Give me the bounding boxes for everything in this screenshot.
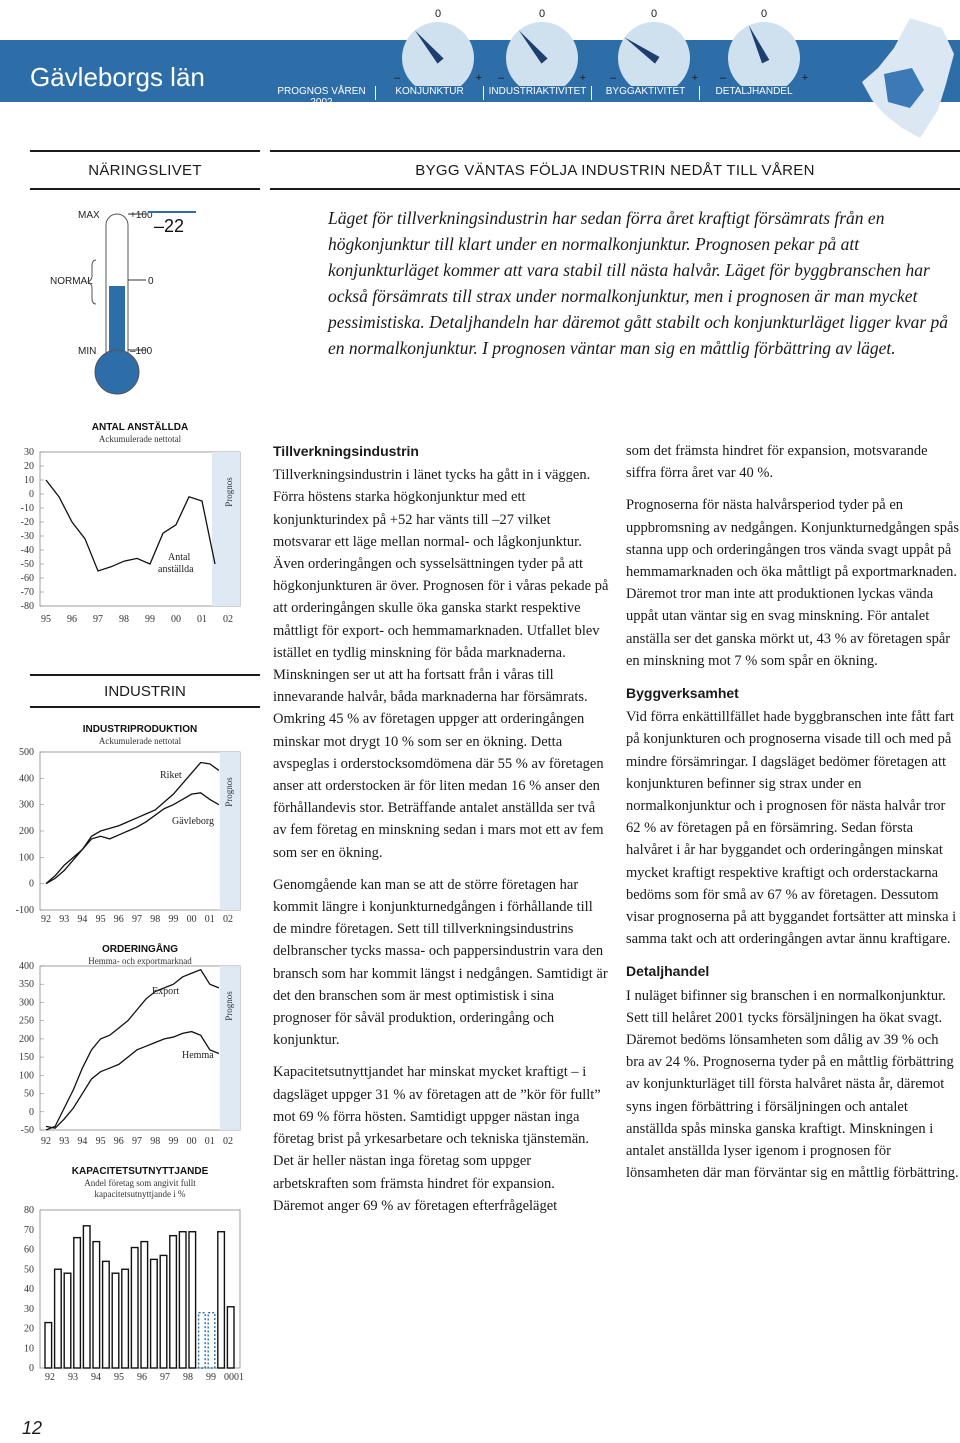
- prognosis-label: Prognos: [224, 477, 234, 507]
- y-tick-label: -70: [20, 587, 34, 598]
- x-tick-label: 02: [223, 614, 233, 625]
- gauge-2: [492, 0, 592, 86]
- x-tick-label: 93: [59, 914, 70, 925]
- x-tick-label: 97: [132, 914, 142, 925]
- sweden-map-icon: [850, 14, 960, 144]
- y-tick-label: -100: [15, 905, 34, 916]
- headline: BYGG VÄNTAS FÖLJA INDUSTRIN NEDÅT TILL VÅREN: [270, 150, 960, 190]
- x-tick-label: 93: [59, 1136, 70, 1147]
- series-line-hemma: [46, 1032, 219, 1129]
- capacity-bar: [74, 1238, 81, 1368]
- x-tick-label: 97: [160, 1372, 170, 1383]
- gauge-1: [388, 0, 488, 86]
- series-label: Gävleborg: [172, 816, 215, 827]
- paragraph: I nuläget bifinner sig branschen i en normalkonjunktur. Sett till helåret 2001 tycks försäljningen ha ökat svagt. Däremot bedöms lönsamheten som dålig av 39 % och bra av 24 %. Prognoserna tyder på en måttlig förbättring av konjunkturläget till första halvåret nästa år, däremot syns ingen förbättring i försäljningen och antalet anställda spås minska ganska kraftigt. Minskningen i antalet anställda lyser igenom i prognosen för lönsamheten där man förväntar sig en måttlig förbättring.: [626, 987, 959, 1182]
- prognosis-band: [212, 452, 240, 606]
- capacity-bar: [208, 1313, 215, 1368]
- y-tick-label: 30: [24, 1303, 34, 1315]
- konjunktur-thermometer: [30, 196, 260, 401]
- series-label: Export: [152, 986, 180, 997]
- chart-subtitle: Hemma- och exportmarknad: [88, 956, 192, 966]
- gauge-plus-label: +: [801, 72, 808, 84]
- thermometer-normal: NORMAL: [50, 276, 93, 287]
- y-tick-label: 300: [19, 799, 34, 811]
- heading-detaljhandel: Detaljhandel: [626, 963, 710, 980]
- series-label: Antal: [168, 552, 191, 563]
- gauge-3: [604, 0, 704, 86]
- capacity-bar: [189, 1232, 196, 1368]
- y-tick-label: 200: [19, 1033, 34, 1045]
- y-tick-label: -10: [20, 503, 34, 514]
- y-tick-label: 200: [19, 826, 34, 837]
- series-label: anställda: [158, 564, 194, 575]
- text-column-1: [273, 440, 609, 1227]
- heading-byggverksamhet: Byggverksamhet: [626, 685, 739, 702]
- x-tick-label: 98: [183, 1372, 193, 1383]
- capacity-bar: [55, 1269, 62, 1368]
- chart-title: ANTAL ANSTÄLLDA: [91, 422, 189, 433]
- capacity-bar: [103, 1261, 110, 1368]
- y-tick-label: 20: [24, 1323, 34, 1335]
- chart-title: KAPACITETSUTNYTTJANDE: [71, 1166, 209, 1177]
- thermometer-mid: 0: [148, 276, 154, 287]
- paragraph: Kapacitetsutnyttjandet har minskat mycket kraftigt – i dagsläget uppger 31 % av företagen att de ”kör för fullt” mot 69 % förra hösten. Samtidigt uppger nästan inga företag brist på yrkesarbetare och tekniska tjänstemän. Det är heller nästan inga företag som uppger arbetskraften som främsta hindret för expansion. Däremot anger 69 % av företagen efterfrågeläget: [273, 1064, 601, 1214]
- capacity-bar: [83, 1226, 90, 1368]
- prognosis-band: [220, 752, 240, 910]
- y-tick-label: 70: [24, 1224, 34, 1236]
- region-title: Gävleborgs län: [30, 62, 205, 92]
- y-tick-label: 400: [19, 961, 34, 972]
- x-tick-label: 92: [41, 1136, 51, 1147]
- x-tick-label: 97: [93, 614, 103, 625]
- capacity-bar: [227, 1307, 234, 1368]
- x-tick-label: 00: [186, 1136, 197, 1147]
- x-tick-label: 95: [114, 1372, 124, 1383]
- gauge-zero-label: 0: [538, 8, 546, 20]
- gauge-minus-label: –: [610, 72, 617, 84]
- x-tick-label: 96: [113, 1136, 124, 1147]
- y-tick-label: 0: [29, 878, 34, 890]
- x-tick-label: 99: [206, 1372, 216, 1383]
- nav-byggaktivitet[interactable]: BYGGAKTIVITET: [592, 86, 700, 100]
- industrin-heading: INDUSTRIN: [30, 674, 260, 708]
- y-tick-label: -50: [20, 1125, 34, 1136]
- naringslivet-heading: NÄRINGSLIVET: [30, 150, 260, 190]
- thermometer-min: MIN: [78, 346, 97, 357]
- capacity-bar: [218, 1232, 225, 1368]
- x-tick-label: 96: [137, 1372, 147, 1383]
- y-tick-label: 10: [24, 1343, 34, 1355]
- y-tick-label: -20: [20, 517, 34, 528]
- capacity-bar: [93, 1242, 100, 1368]
- x-tick-label: 94: [91, 1372, 101, 1383]
- y-tick-label: -60: [20, 573, 34, 584]
- y-tick-label: 100: [19, 852, 34, 864]
- nav-prognos: PROGNOS VÅREN 2002: [268, 86, 376, 100]
- paragraph: Tillverkningsindustrin i länet tycks ha gått in i väggen. Förra höstens starka högkonjunktur med ett konjunkturindex på +52 har vänts till –27 vilket motsvarar ett läge mellan normal- och lågkonjunktur. Även orderingången och sysselsättningen tyder på att högkonjunkturen är över. Prognosen för i våras pekade på att orderingången skulle öka ganska starkt respektive måttligt för export- och hemmamarknaden. Utfallet blev istället en tydlig minskning för båda marknaderna. Minskningen ser ut att ha fortsatt från i våras till innevarande halvår, båda marknaderna har försämrats. Omkring 45 % av företagen uppger att orderingången minskar mot drygt 10 % som ser en ökning. Detta avspeglas i orderstocksomdömena där 55 % av företagen anser att orderstocken är för liten medan 16 % anser den förhållandevis stor. Beträffande antalet anställda ser två av fem företag en minskning sedan i mars mot ett av fem som ser en ökning.: [273, 467, 609, 861]
- x-tick-label: 96: [113, 914, 124, 925]
- y-tick-label: -40: [20, 545, 34, 556]
- y-tick-label: 100: [19, 1070, 34, 1082]
- chart-frame: [40, 452, 240, 606]
- gauge-plus-label: +: [475, 72, 482, 84]
- chart-subtitle: Andel företag som angivit fullt: [84, 1178, 196, 1188]
- x-tick-label: 00: [186, 914, 197, 925]
- x-tick-label: 95: [95, 914, 106, 925]
- nav-detaljhandel[interactable]: DETALJHANDEL: [715, 86, 793, 97]
- y-tick-label: -50: [20, 559, 34, 570]
- heading-tillverkningsindustrin: Tillverkningsindustrin: [273, 443, 419, 459]
- paragraph: Vid förra enkättillfället hade byggbranschen inte fått fart på konjunkturen och prognoserna visade till och med på mindre försämringar. I dagsläget bedömer företagen att konjunkturen befinner sig strax under en normalkonjunktur och i prognosen för nästa halvår tror 62 % av företagen på en försämring. Sedan första halvåret i år har byggandet och orderingången minskat mycket kraftigt respektive kraftigt och orderstackarna bedöms som för små av 67 % av företagen. Dessutom visar prognoserna på att byggandet fortsätter att minska i samma takt och att orderingången avtar ännu kraftigare.: [626, 709, 957, 948]
- y-tick-label: 40: [24, 1284, 34, 1295]
- y-tick-label: -30: [20, 531, 34, 542]
- gauge-zero-label: 0: [650, 8, 658, 20]
- y-tick-label: 30: [24, 447, 34, 458]
- x-tick-label: 98: [150, 914, 161, 925]
- prognosis-band: [220, 966, 240, 1130]
- x-tick-label: 95: [95, 1136, 106, 1147]
- gauge-minus-label: –: [720, 72, 727, 84]
- y-tick-label: -80: [20, 601, 34, 612]
- chart-subtitle: Ackumulerade nettotal: [98, 434, 182, 444]
- x-tick-label: 98: [150, 1136, 161, 1147]
- y-tick-label: 0: [29, 1363, 34, 1374]
- x-tick-label: 00: [171, 614, 181, 625]
- intro-paragraph: Läget för tillverkningsindustrin har sedan förra året kraftigt försämrats från en högkonjunktur till klart under en normalkonjunktur. Prognosen pekar på att konjunkturläget kommer att vara stabil till nästa halvår. Läget för byggbranschen har också försämrats till strax under normalkonjunktur, men i prognosen är man mycket pessimistiska. Detaljhandeln har däremot gått stabilt och konjunkturläget ligger kvar på en normalkonjunktur. I prognosen väntar man sig en måttlig förbättring av läget.: [328, 208, 949, 358]
- y-tick-label: 300: [19, 997, 34, 1009]
- capacity-bar: [179, 1232, 186, 1368]
- y-tick-label: 60: [24, 1244, 34, 1256]
- y-tick-label: 0: [29, 489, 34, 500]
- chart-title: INDUSTRIPRODUKTION: [82, 724, 198, 735]
- nav-bar: [268, 86, 808, 108]
- x-tick-label: 94: [77, 914, 88, 925]
- x-tick-label: 93: [68, 1372, 78, 1383]
- capacity-bar: [122, 1269, 129, 1368]
- x-tick-label: 92: [41, 914, 51, 925]
- y-tick-label: 20: [24, 461, 34, 472]
- nav-industriaktivitet[interactable]: INDUSTRIAKTIVITET: [484, 86, 592, 100]
- x-tick-label: 99: [168, 914, 179, 925]
- x-tick-label: 92: [45, 1372, 55, 1383]
- gauge-plus-label: +: [691, 72, 698, 84]
- capacity-bar: [199, 1313, 206, 1368]
- thermometer-bottom-val: –100: [130, 346, 153, 357]
- chart-frame: [40, 752, 240, 910]
- chart-title: ORDERINGÅNG: [101, 944, 179, 955]
- x-tick-label: 01: [197, 614, 207, 625]
- x-tick-label: 94: [77, 1136, 88, 1147]
- capacity-bar: [45, 1323, 52, 1368]
- x-tick-label: 95: [41, 614, 51, 625]
- y-tick-label: 350: [19, 979, 34, 991]
- thermometer-reading: –22: [154, 216, 185, 236]
- capacity-bar: [64, 1273, 71, 1368]
- chart-subtitle: Ackumulerade nettotal: [98, 736, 182, 746]
- series-line-gävleborg: [46, 793, 219, 884]
- x-tick-label: 99: [168, 1136, 179, 1147]
- gauge-zero-label: 0: [760, 8, 768, 20]
- x-tick-label: 99: [145, 614, 155, 625]
- capacity-bar: [170, 1236, 177, 1368]
- gauge-plus-label: +: [579, 72, 586, 84]
- y-tick-label: 150: [19, 1052, 34, 1064]
- series-label: Riket: [160, 770, 182, 781]
- paragraph: som det främsta hindret för expansion, motsvarande siffra förra året var 40 %.: [626, 443, 928, 482]
- paragraph: Genomgående kan man se att de större företagen har kommit längre i konjunkturnedgången i förhållande till de mindre företagen. Sett till tillverkningsindustrins delbranscher tycks massa- och pappersindustrin vara den bransch som har kommit längst i nedgången. Samtidigt är det den branschen som är mest optimistisk i sina prognoser för såväl produktion, orderingång och konjunktur.: [273, 876, 608, 1049]
- gauge-zero-label: 0: [434, 8, 442, 20]
- x-tick-label: 02: [223, 914, 233, 925]
- capacity-bar: [151, 1259, 158, 1368]
- prognosis-label: Prognos: [224, 991, 234, 1021]
- paragraph: Prognoserna för nästa halvårsperiod tyder på en uppbromsning av nedgången. Konjunkturnedgången spås stanna upp och orderingången tros vända svagt uppåt på hemmamarknaden och öka måttligt på exportmarknaden. Däremot tror man inte att produktionen lyckas vända uppåt utan väntar sig en svag minskning. För antalet anställa ser det ganska mörkt ut, 43 % av företagen spår en minskning mot 7 % som spår en ökning.: [626, 497, 960, 669]
- x-tick-label: 97: [132, 1136, 142, 1147]
- y-tick-label: 250: [19, 1015, 34, 1027]
- page-number: 12: [22, 1418, 43, 1438]
- capacity-bar: [141, 1242, 148, 1368]
- capacity-bar: [160, 1255, 167, 1368]
- y-tick-label: 0: [29, 1106, 34, 1118]
- series-label: Hemma: [182, 1050, 214, 1061]
- y-tick-label: 50: [24, 1088, 34, 1100]
- x-tick-label: 01: [204, 914, 215, 925]
- charts-panel: [0, 410, 265, 1400]
- thermometer-top-val: +100: [130, 210, 153, 221]
- x-tick-label: 0001: [224, 1372, 244, 1383]
- text-column-2: [626, 440, 960, 1195]
- y-tick-label: 50: [24, 1264, 34, 1276]
- gauge-minus-label: –: [498, 72, 505, 84]
- y-tick-label: 400: [19, 773, 34, 785]
- thermometer-max: MAX: [78, 210, 100, 221]
- y-tick-label: 10: [24, 475, 34, 486]
- x-tick-label: 02: [223, 1136, 233, 1147]
- x-tick-label: 96: [67, 614, 77, 625]
- gauge-minus-label: –: [394, 72, 401, 84]
- prognosis-label: Prognos: [224, 777, 234, 807]
- chart-subtitle: kapacitetsutnyttjande i %: [94, 1189, 186, 1199]
- nav-konjunktur[interactable]: KONJUNKTUR: [376, 86, 484, 100]
- x-tick-label: 98: [119, 614, 129, 625]
- capacity-bar: [112, 1273, 119, 1368]
- x-tick-label: 01: [204, 1136, 215, 1147]
- capacity-bar: [131, 1248, 138, 1368]
- y-tick-label: 500: [19, 747, 34, 758]
- y-tick-label: 80: [24, 1205, 34, 1216]
- gauge-4: [714, 0, 814, 86]
